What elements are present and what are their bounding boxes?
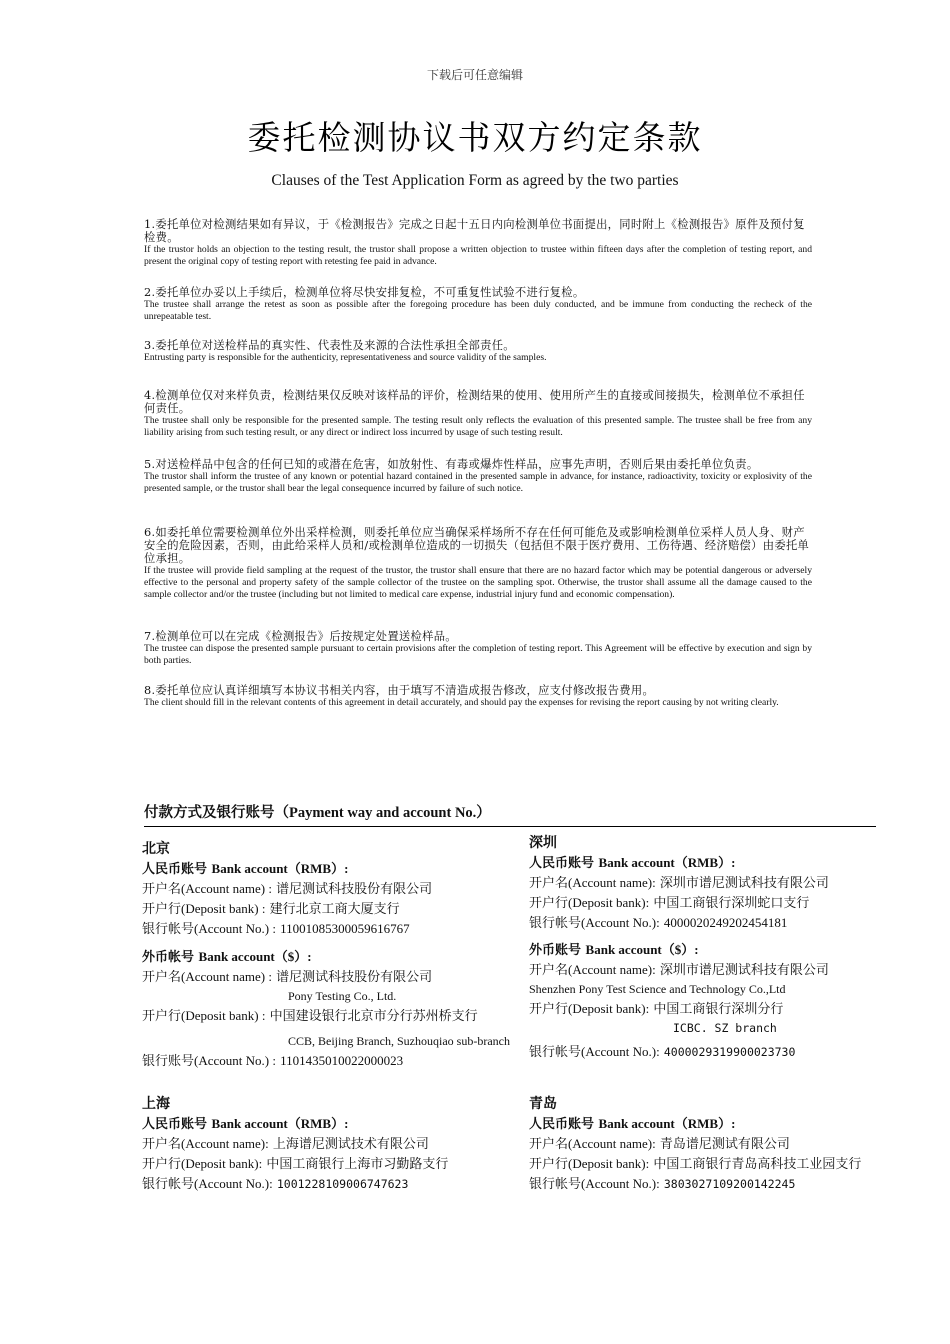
heading-en: Bank account（RMB）: — [211, 861, 349, 876]
label-en: (Deposit bank): — [181, 1156, 263, 1171]
label-en: (Account No.) : — [194, 921, 276, 936]
clause-en: If the trustee will provide field sampling at the request of the trustor, the trustor shall ensure that there are no hazard factor which may be potential dangerous or adversely effective to the personal and property safety of the sample collector of the trustee on the sampling spot. Otherwise, the trustor shall assume all the damage caused to the sample collector and/or the trustee (including but not limited to medical care expense, industrial injury fund and economic compensation). — [144, 565, 812, 600]
account-no-value: 3803027109200142245 — [663, 1177, 796, 1191]
account-name-en: Pony Testing Co., Ltd. — [288, 989, 397, 1003]
document-subtitle: Clauses of the Test Application Form as agreed by the two parties — [271, 172, 679, 189]
deposit-bank-value: 中国建设银行北京市分行苏州桥支行 — [269, 1009, 478, 1024]
clause-en: Entrusting party is responsible for the authenticity, representativeness and source validity of the samples. — [144, 352, 547, 363]
payment-heading-zh: 付款方式及银行账号（ — [144, 804, 289, 821]
account-name-row — [529, 960, 909, 980]
deposit-bank-value: 中国工商银行深圳蛇口支行 — [653, 896, 810, 911]
clause-zh: 6.如委托单位需要检测单位外出采样检测，则委托单位应当确保采样场所不存在任何可能危及或影响检测单位采样人员人身、财产安全的危险因素，否则，由此给采样人员和/或检测单位造成的一切损失（包括但不限于医疗费用、工伤待遇、经济赔偿）由委托单位承担。 — [144, 526, 810, 565]
heading-zh: 人民币账号 — [529, 1117, 595, 1132]
shanghai-account-block — [142, 1095, 522, 1194]
label-en: (Account name) : — [181, 969, 272, 984]
account-no-row — [142, 1051, 510, 1071]
clause-2 — [144, 286, 812, 323]
deposit-bank-value: 中国工商银行深圳分行 — [653, 1002, 784, 1017]
label-en: (Deposit bank): — [568, 895, 650, 910]
shenzhen-account-block — [529, 834, 909, 1062]
deposit-bank-value: 中国工商银行上海市习勤路支行 — [266, 1157, 449, 1172]
clause-3 — [144, 339, 812, 364]
account-name-value: 青岛谱尼测试有限公司 — [659, 1137, 790, 1152]
label-zh: 开户名 — [142, 970, 182, 985]
clause-zh: 3.委托单位对送检样品的真实性、代表性及来源的合法性承担全部责任。 — [144, 339, 515, 352]
payment-heading-close: ） — [476, 804, 491, 821]
deposit-bank-en: CCB, Beijing Branch, Suzhouqiao sub-branch — [288, 1034, 510, 1048]
label-en: (Deposit bank) : — [181, 901, 266, 916]
label-en: (Account No.): — [581, 1176, 660, 1191]
document-title: 委托检测协议书双方约定条款 — [247, 118, 703, 157]
label-zh: 银行帐号 — [529, 916, 582, 931]
label-zh: 银行帐号 — [142, 1177, 195, 1192]
account-name-value: 深圳市谱尼测试科技有限公司 — [659, 963, 829, 978]
label-en: (Deposit bank) : — [181, 1008, 266, 1023]
heading-en: Bank account（RMB）: — [598, 1116, 736, 1131]
rmb-account-heading — [142, 859, 510, 879]
qingdao-account-block — [529, 1095, 929, 1194]
rmb-account-heading — [142, 1114, 522, 1134]
account-no-value: 11001085300059616767 — [280, 921, 410, 936]
label-en: (Deposit bank): — [568, 1156, 650, 1171]
deposit-bank-value: 建行北京工商大厦支行 — [269, 902, 400, 917]
account-name-value: 谱尼测试科技股份有限公司 — [276, 882, 433, 897]
heading-en: Bank account（RMB）: — [598, 855, 736, 870]
clause-1 — [144, 218, 812, 268]
label-zh: 银行账号 — [142, 1054, 195, 1069]
heading-en: Bank account（$）: — [585, 942, 699, 957]
heading-en: Bank account（RMB）: — [211, 1116, 349, 1131]
label-en: (Deposit bank): — [568, 1001, 650, 1016]
account-name-row — [529, 873, 909, 893]
label-zh: 开户行 — [529, 1157, 569, 1172]
heading-zh: 外币帐号 — [142, 950, 195, 965]
account-name-row — [142, 1134, 522, 1154]
label-zh: 开户行 — [142, 1009, 182, 1024]
clause-8 — [144, 684, 812, 709]
rmb-account-heading — [529, 1114, 929, 1134]
label-zh: 开户名 — [529, 876, 569, 891]
beijing-account-block — [142, 840, 510, 1088]
label-zh: 银行帐号 — [529, 1045, 582, 1060]
label-en: (Account No.) : — [194, 1053, 276, 1068]
label-zh: 开户行 — [529, 896, 569, 911]
label-zh: 开户名 — [529, 963, 569, 978]
clause-zh: 8.委托单位应认真详细填写本协议书相关内容，由于填写不清造成报告修改，应支付修改报告费用。 — [144, 684, 655, 697]
rmb-account-heading — [529, 853, 909, 873]
deposit-bank-row — [529, 999, 909, 1019]
account-no-row — [529, 1174, 929, 1194]
clause-zh: 2.委托单位办妥以上手续后，检测单位将尽快安排复检，不可重复性试验不进行复检。 — [144, 286, 585, 299]
clause-en: The trustee shall arrange the retest as soon as possible after the foregoing procedure has been duly conducted, and be immune from conducting the recheck of the unrepeatable test. — [144, 299, 812, 322]
deposit-bank-row — [529, 1154, 929, 1174]
label-en: (Account No.): — [194, 1176, 273, 1191]
clause-7 — [144, 630, 812, 667]
heading-en: Bank account（$）: — [198, 949, 312, 964]
label-zh: 开户名 — [529, 1137, 569, 1152]
usd-account-heading — [142, 947, 510, 967]
label-zh: 开户行 — [142, 902, 182, 917]
label-zh: 开户名 — [142, 882, 182, 897]
deposit-bank-row — [142, 1154, 522, 1174]
label-zh: 开户行 — [529, 1002, 569, 1017]
account-name-row — [529, 1134, 929, 1154]
clause-en: The client should fill in the relevant contents of this agreement in detail accurately, and should pay the expenses for revising the report causing by not writing clearly. — [144, 697, 779, 708]
clause-en: If the trustor holds an objection to the testing result, the trustor shall propose a written objection to trustee within fifteen days after the completion of testing report, and present the original copy of testing report with retesting fee paid in advance. — [144, 244, 812, 267]
label-zh: 开户名 — [142, 1137, 182, 1152]
city-shenzhen: 深圳 — [529, 835, 557, 851]
heading-zh: 人民币账号 — [142, 1117, 208, 1132]
deposit-bank-value: 中国工商银行青岛高科技工业园支行 — [653, 1157, 862, 1172]
label-en: (Account No.): — [581, 1044, 660, 1059]
usd-account-heading — [529, 940, 909, 960]
payment-heading-en: Payment way and account No. — [289, 805, 477, 821]
deposit-bank-row — [142, 899, 510, 919]
label-en: (Account name): — [568, 962, 656, 977]
clause-zh: 7.检测单位可以在完成《检测报告》后按规定处置送检样品。 — [144, 630, 457, 643]
label-en: (Account name): — [568, 1136, 656, 1151]
account-no-value: 1001228109006747623 — [276, 1177, 409, 1191]
account-no-row — [142, 919, 510, 939]
clause-en: The trustor shall inform the trustee of any known or potential hazard contained in the presented sample in advance, for instance, radioactivity, toxicity or explosivity of the presented sample, or the trustor shall bear the legal consequence incurred by failure of such notice. — [144, 471, 812, 494]
page-header-note: 下载后可任意编辑 — [426, 68, 523, 82]
deposit-bank-row — [529, 893, 909, 913]
label-en: (Account No.): — [581, 915, 660, 930]
clause-4 — [144, 389, 812, 439]
clause-zh: 1.委托单位对检测结果如有异议，于《检测报告》完成之日起十五日内向检测单位书面提出，同时附上《检测报告》原件及预付复检费。 — [144, 218, 805, 244]
label-en: (Account name): — [181, 1136, 269, 1151]
clause-zh: 4.检测单位仅对来样负责，检测结果仅反映对该样品的评价，检测结果的使用、使用所产生的直接或间接损失，检测单位不承担任何责任。 — [144, 389, 805, 415]
account-no-row — [142, 1174, 522, 1194]
account-name-row — [142, 879, 510, 899]
deposit-bank-row — [142, 1006, 510, 1026]
city-beijing: 北京 — [142, 841, 170, 857]
clause-en: The trustee can dispose the presented sample pursuant to certain provisions after the completion of testing report. This Agreement will be effective by execution and sign by both parties. — [144, 643, 812, 666]
account-name-en: Shenzhen Pony Test Science and Technology Co.,Ltd — [529, 982, 786, 996]
city-qingdao: 青岛 — [529, 1096, 557, 1112]
account-no-value: 1101435010022000023 — [280, 1053, 404, 1068]
heading-zh: 人民币账号 — [142, 862, 208, 877]
account-name-value: 深圳市谱尼测试科技有限公司 — [659, 876, 829, 891]
label-zh: 银行帐号 — [142, 922, 195, 937]
label-en: (Account name): — [568, 875, 656, 890]
heading-zh: 人民币账号 — [529, 856, 595, 871]
account-no-value: 4000020249202454181 — [663, 915, 788, 930]
payment-heading — [144, 801, 491, 822]
account-no-row — [529, 1042, 909, 1062]
account-name-value: 谱尼测试科技股份有限公司 — [276, 970, 433, 985]
account-no-value: 4000029319900023730 — [663, 1045, 796, 1059]
clause-5 — [144, 458, 812, 495]
city-shanghai: 上海 — [142, 1096, 170, 1112]
deposit-bank-en: ICBC. SZ branch — [673, 1021, 777, 1035]
account-name-row — [142, 967, 510, 987]
account-name-value: 上海谱尼测试技术有限公司 — [272, 1137, 429, 1152]
label-zh: 开户行 — [142, 1157, 182, 1172]
clause-en: The trustee shall only be responsible for the presented sample. The testing result only reflects the evaluation of this presented sample. The trustee shall be free from any liability arising from such testing result, or any direct or indirect loss incurred by usage of such testing result. — [144, 415, 812, 438]
payment-divider — [144, 826, 876, 827]
label-en: (Account name) : — [181, 881, 272, 896]
heading-zh: 外币账号 — [529, 943, 582, 958]
label-zh: 银行帐号 — [529, 1177, 582, 1192]
clause-6 — [144, 526, 812, 601]
account-no-row — [529, 913, 909, 933]
clause-zh: 5.对送检样品中包含的任何已知的或潜在危害，如放射性、有毒或爆炸性样品，应事先声明，否则后果由委托单位负责。 — [144, 458, 759, 471]
